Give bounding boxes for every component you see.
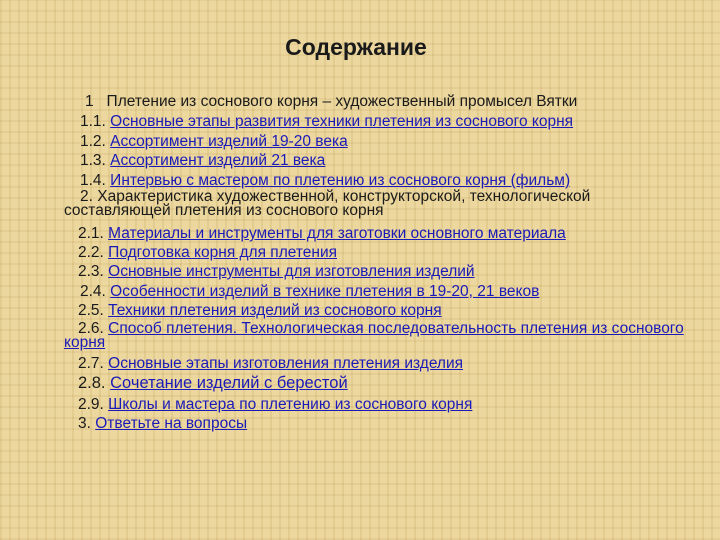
toc-item-2-6	[64, 322, 684, 350]
toc-link[interactable]: Особенности изделий в технике плетения в 19-20, 21 веков	[110, 283, 540, 300]
toc-number: 1.4.	[80, 172, 106, 189]
toc-link[interactable]: Ассортимент изделий 21 века	[110, 152, 326, 169]
toc-number: 2.3.	[78, 263, 104, 280]
toc-item-2-8	[78, 376, 348, 392]
toc-item-2-4	[80, 284, 539, 300]
toc-number: 2.2.	[78, 244, 104, 261]
toc-number: 1	[85, 93, 94, 110]
toc-number: 3.	[78, 415, 91, 432]
toc-number: 2.1.	[78, 225, 104, 242]
toc-item-2-2	[78, 245, 337, 261]
toc-link[interactable]: Основные инструменты для изготовления изделий	[108, 263, 475, 280]
toc-text: Характеристика художественной, конструкторской, технологической составляющей плетения из соснового корня	[64, 188, 591, 219]
toc-link[interactable]: Сочетание изделий с берестой	[110, 374, 348, 392]
toc-number: 2.5.	[78, 302, 104, 319]
toc-item-1-3	[80, 153, 325, 169]
toc-number: 2.9.	[78, 396, 104, 413]
toc-link[interactable]: Основные этапы изготовления плетения изделия	[108, 355, 464, 372]
toc-link[interactable]: Материалы и инструменты для заготовки основного материала	[108, 225, 566, 242]
toc-item-1-1	[80, 114, 573, 130]
toc-item-3	[78, 416, 247, 432]
toc-item-1-2	[80, 134, 348, 150]
page-title: Содержание	[285, 34, 427, 60]
toc-item-2-5	[78, 303, 442, 319]
toc-link[interactable]: Способ плетения. Технологическая последовательность плетения из соснового корня	[64, 320, 684, 351]
toc-number: 2.4.	[80, 283, 106, 300]
toc-number: 2.7.	[78, 355, 104, 372]
toc-item-2-9	[78, 397, 472, 413]
toc-item-2-7	[78, 356, 463, 372]
toc-item-2	[64, 190, 679, 218]
toc-number: 1.1.	[80, 113, 106, 130]
toc-item-1-4	[80, 173, 570, 189]
toc-link[interactable]: Интервью с мастером по плетению из соснового корня (фильм)	[110, 172, 571, 189]
toc-number: 2.8.	[78, 374, 106, 392]
toc-number: 2.	[80, 188, 93, 205]
toc-link[interactable]: Подготовка корня для плетения	[108, 244, 338, 261]
toc-text: Плетение из соснового корня – художественный промысел Вятки	[106, 93, 578, 110]
toc-number: 2.6.	[78, 320, 104, 337]
toc-number: 1.2.	[80, 133, 106, 150]
toc-link[interactable]: Школы и мастера по плетению из соснового корня	[108, 396, 473, 413]
toc-link[interactable]: Основные этапы развития техники плетения из соснового корня	[110, 113, 574, 130]
toc-link[interactable]: Ответьте на вопросы	[95, 415, 248, 432]
toc-item-2-3	[78, 264, 475, 280]
toc-number: 1.3.	[80, 152, 106, 169]
toc-item-2-1	[78, 226, 566, 242]
toc-item-1	[85, 94, 577, 110]
toc-link[interactable]: Техники плетения изделий из соснового корня	[108, 302, 442, 319]
toc-link[interactable]: Ассортимент изделий 19-20 века	[110, 133, 348, 150]
